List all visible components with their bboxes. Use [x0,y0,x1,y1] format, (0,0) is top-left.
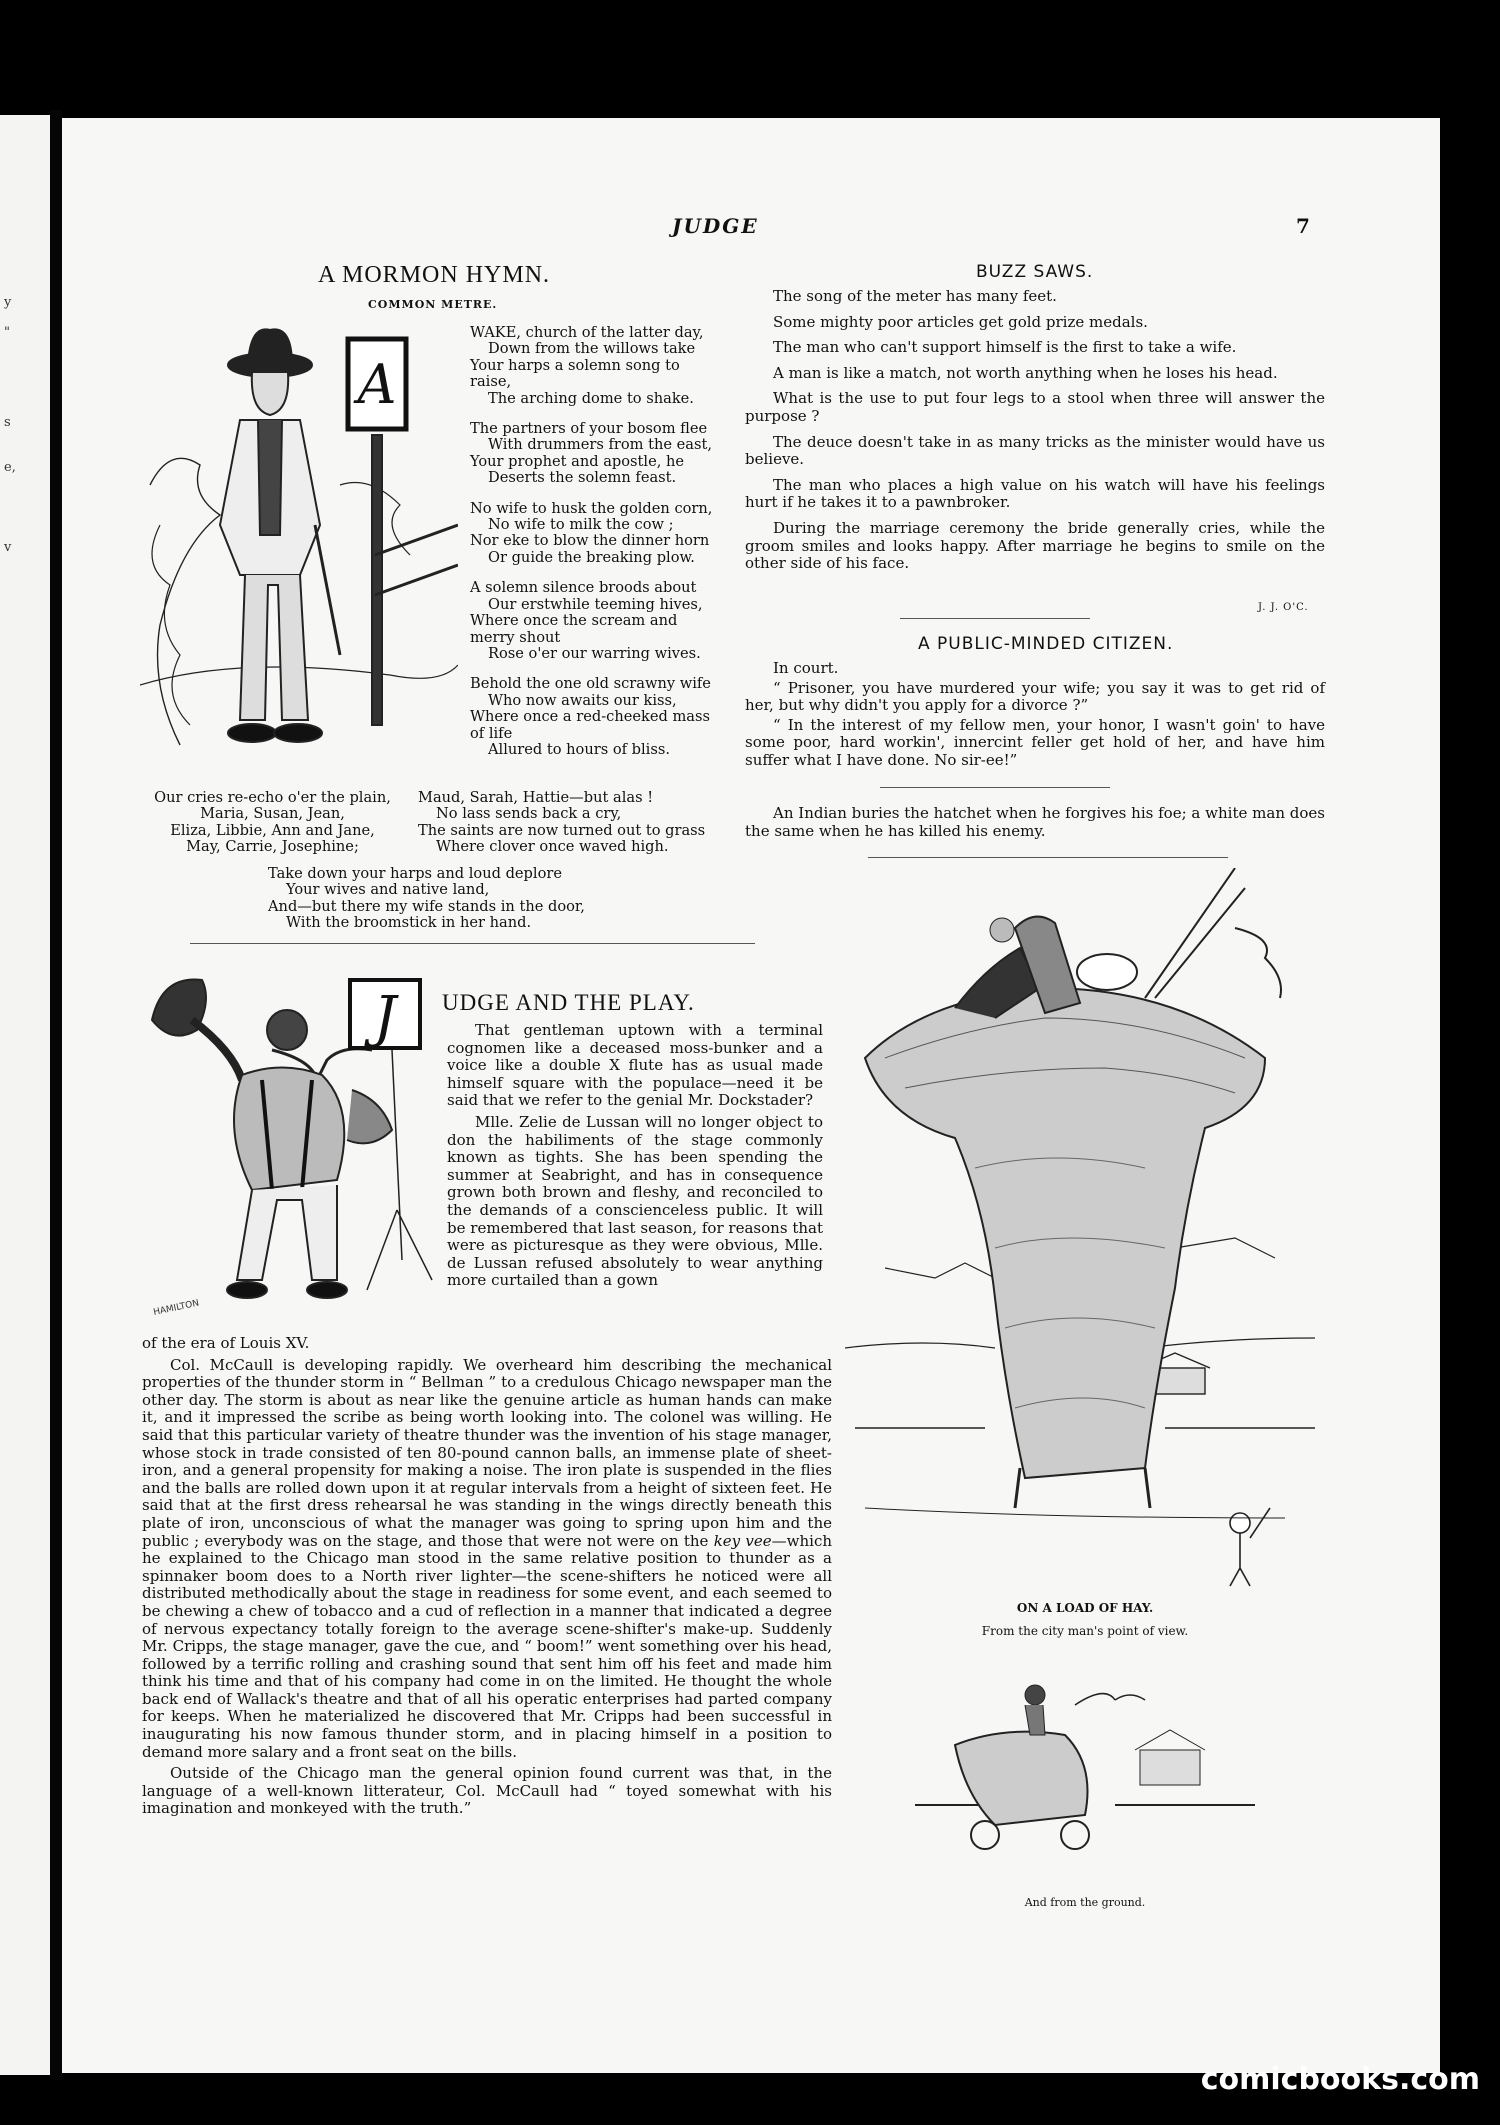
hymn-line: Where once a red-cheeked mass of life [470,708,710,742]
hymn-stanzas [470,325,725,772]
buzz-saw-item: A man is like a match, not worth anything when he loses his head. [773,363,1278,382]
hymn-line: WAKE, church of the latter day, [470,324,704,341]
hymn-line: And—but there my wife stands in the door, [268,897,585,915]
page-number: 7 [1296,214,1310,238]
short-divider [900,618,1090,619]
artist-signature: HAMILTON [152,1298,201,1318]
buzz-saw-item: The man who can't support himself is the first to take a wife. [773,338,1237,357]
public-citizen-body [745,660,1325,778]
hymn-line: A solemn silence broods about [470,579,697,597]
hymn-line: No wife to milk the cow ; [488,516,674,534]
short-divider [880,787,1110,788]
indian-quip [745,805,1325,840]
edge-mark: s [4,415,11,430]
adjacent-page-edge [0,115,50,2075]
hymn-stanza-final [268,866,638,932]
hymn-line: With drummers from the east, [488,436,712,454]
edge-mark: v [4,540,12,555]
hymn-stanza [470,580,725,662]
mormon-hymn-title: A MORMON HYMN. [318,262,551,288]
hymn-line: Nor eke to blow the dinner horn [470,532,710,550]
hymn-line: Deserts the solemn feast. [488,469,677,487]
hymn-line: Or guide the breaking plow. [488,548,695,566]
judge-play-title: UDGE AND THE PLAY. [442,990,695,1015]
site-watermark: comicbooks.com [1200,2062,1480,2097]
buzz-saw-item: The man who places a high value on his watch will have his feelings hurt if he takes it to a pawnbroker. [745,475,1325,512]
hymn-line: Take down your harps and loud deplore [268,865,562,882]
play-initial-letter: J [373,985,397,1050]
hymn-stanza [470,421,725,487]
hymn-initial-letter: A [357,353,397,416]
hymn-line: The saints are now turned out to grass [418,821,706,839]
hymn-line: May, Carrie, Josephine; [186,838,359,856]
mormon-man-illustration [140,325,458,765]
buzz-saw-item: The song of the meter has many feet. [773,287,1057,305]
buzz-saws-title: BUZZ SAWS. [976,262,1094,282]
hymn-line: Your prophet and apostle, he [470,452,685,470]
short-divider [868,857,1228,858]
indian-quip-text: An Indian buries the hatchet when he forgives his foe; a white man does the same when he has killed his enemy. [745,804,1325,840]
public-citizen-title: A PUBLIC-MINDED CITIZEN. [918,634,1174,654]
hay-load-ground-view-illustration [915,1665,1255,1865]
buzz-saw-item: What is the use to put four legs to a stool when three will answer the purpose ? [745,389,1325,425]
hymn-line: Maria, Susan, Jean, [200,805,345,823]
hymn-line: No lass sends back a cry, [436,805,622,823]
hymn-line: Our cries re-echo o'er the plain, [154,789,391,806]
hay-load-city-view-illustration [845,868,1315,1588]
hymn-line: No wife to husk the golden corn, [470,499,713,517]
hymn-stanza [470,325,725,407]
hymn-line: With the broomstick in her hand. [286,914,532,932]
hay-caption-sub: From the city man's point of view. [981,1624,1189,1638]
edge-mark: y [4,295,12,310]
buzz-saws-body [745,288,1325,573]
play-para: Col. McCaull is developing rapidly. We overheard him describing the mechanical properties of the thunder storm in “ Bellman ” to a credulous Chicago newspaper man the other day. The storm is about as near like the genuine article as human hands can make it, and it impressed the scribe as being worth looking into. The colonel was willing. He said that this particular variety of theatre thunder was the invention of his stage manager, whose stock in trade consisted of ten 80-pound cannon balls, an immense plate of sheet-iron, and a general propensity for making a noise. The iron plate is suspended in the flies and the balls are rolled down upon it at regular intervals from a height of sixteen feet. He said that at the first dress rehearsal he was standing in the wings directly beneath this plate of iron, unconscious of what the manager was going to spring upon him and the public ; everybody was on the stage, and those that were not were on the [142,1355,832,1550]
buzz-saw-item: Some mighty poor articles get gold prize medals. [773,312,1148,331]
hymn-line: Our erstwhile teeming hives, [488,595,703,613]
hymn-line: Your harps a solemn song to raise, [470,356,680,391]
tuba-player-illustration [142,960,442,1320]
hymn-stanza-right [418,790,728,856]
play-para: Outside of the Chicago man the general opinion found current was that, in the language of a well-known litterateur, Col. McCaull had “ toyed somewhat with his imagination and monkeyed with the truth.” [142,1764,832,1818]
hymn-line: Down from the willows take [488,340,696,358]
citizen-para: In court. [773,659,839,677]
edge-mark: e, [4,460,16,475]
magazine-title: JUDGE [672,214,759,238]
hymn-line: The arching dome to shake. [488,389,694,407]
mormon-hymn-subtitle: COMMON METRE. [368,298,498,311]
hay-caption-title: ON A LOAD OF HAY. [1016,1601,1154,1615]
hymn-line: Where clover once waved high. [436,838,669,856]
play-para-tail: of the era of Louis XV. [142,1334,310,1352]
citizen-para: “ Prisoner, you have murdered your wife; you say it was to get rid of her, but why didn't you apply for a divorce ?” [745,678,1325,715]
buzz-saws-signature: J. J. O'C. [1258,602,1309,613]
buzz-saw-item: During the marriage ceremony the bride generally cries, while the groom smiles and looks happy. After marriage he begins to smile on the other side of his face. [745,518,1325,573]
hymn-stanza-left [140,790,405,856]
hymn-line: Where once the scream and merry shout [470,612,678,646]
citizen-para: “ In the interest of my fellow men, your honor, I wasn't goin' to have some poor, hard workin', innercint feller get hold of her, and have him suffer what I have done. No sir-ee!” [745,715,1325,769]
play-para: Mlle. Zelie de Lussan will no longer object to don the habiliments of the stage commonly known as tights. She has been spending the summer at Seabright, and has in consequence grown both brown and fleshy, and reconciled to the demands of a conscienceless public. It will be remembered that last season, for reasons that were as picturesque as they were obvious, Mlle. de Lussan refused absolutely to wear anything more curtailed than a gown [447,1112,823,1290]
hymn-line: Allured to hours of bliss. [488,740,670,758]
page-gutter [50,110,62,2080]
emphasis-term: key vee [713,1531,772,1550]
hymn-line: Your wives and native land, [286,881,490,899]
section-divider [190,943,755,944]
hymn-line: Eliza, Libbie, Ann and Jane, [170,821,375,839]
hay-caption-small: And from the ground. [1024,1896,1146,1909]
judge-play-body [142,1335,832,1818]
hymn-stanza [470,501,725,567]
hymn-line: Maud, Sarah, Hattie—but alas ! [418,789,654,806]
play-para-cont: —which he explained to the Chicago man stood in the same relative position to thunder as a spinnaker boom does to a North river lighter—the scene-shifters he noticed were all distributed methodically about the stage in readiness for some event, and each seemed to be chewing a chew of tobacco and a cud of reflection in a manner that indicated a degree of nervous expectancy totally foreign to the average scene-shifter's make-up. Suddenly Mr. Cripps, the stage manager, gave the cue, and “ boom!” went something over his head, followed by a terrific rolling and crashing sound that sent him off his feet and made him think his time and that of his company had come in on the limited. He thought the whole back end of Wallack's theatre and that of all his operatic enterprises had parted company for keeps. When he materialized he discovered that Mr. Cripps had been successful in inaugurating his now famous thunder storm, and in placing himself in a position to demand more salary and a front seat on the bills. [142,1531,832,1761]
hymn-stanza [470,676,725,758]
play-para: That gentleman uptown with a terminal cognomen like a deceased moss-bunker and a voice like a double X flute has as usual made himself square with the populace—need it be said that we refer to the genial Mr. Dockstader? [447,1021,823,1110]
hymn-line: The partners of your bosom flee [470,420,708,438]
buzz-saw-item: The deuce doesn't take in as many tricks as the minister would have us believe. [745,432,1325,469]
hymn-line: Rose o'er our warring wives. [488,644,701,662]
hymn-line: Who now awaits our kiss, [488,691,677,709]
edge-mark: " [4,325,10,340]
judge-play-intro [447,1022,823,1290]
hymn-line: Behold the one old scrawny wife [470,675,711,693]
